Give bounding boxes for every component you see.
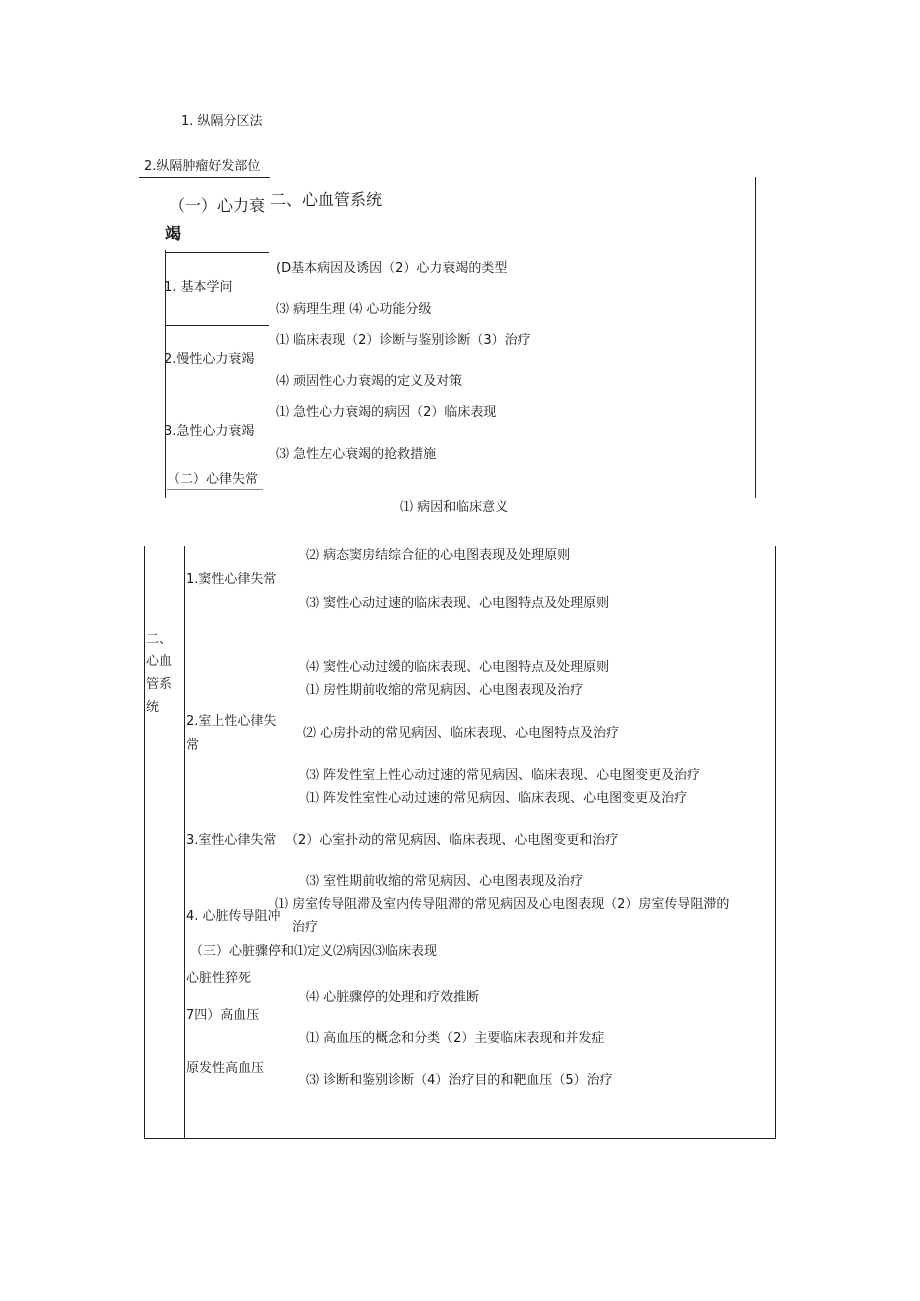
row-line: ⑶ 急性左心衰竭的抢救措施 <box>276 447 437 462</box>
item-label-supraventricular-cont: 常 <box>186 738 200 753</box>
row-label-acute: 3.急性心力衰竭 <box>164 424 255 439</box>
item-label-essential-hypertension: 原发性高血压 <box>186 1061 265 1076</box>
item-line: ⑶ 阵发性室上性心动过速的常见病因、临床表现、心电图变更及治疗 <box>306 768 701 783</box>
section2-bottom-border <box>144 1138 776 1139</box>
section1-row-divider-1 <box>165 252 269 253</box>
item-label-cardiac-arrest: （三）心脏骤停和⑴定义⑵病因⑶临床表现 <box>190 944 438 959</box>
header-item-2: 2.纵隔肿瘤好发部位 <box>144 159 261 174</box>
item-line: ⑴ 高血压的概念和分类（2）主要临床表现和并发症 <box>306 1031 605 1046</box>
item-label-hypertension: 7四）高血压 <box>186 1008 260 1023</box>
subheading-heart-failure: （一）心力衰 <box>169 196 266 215</box>
section1-top-rule <box>139 177 270 178</box>
row-line: (D基本病因及诱因（2）心力衰竭的类型 <box>276 261 508 276</box>
side-label: 二、 <box>146 632 173 647</box>
item-label-sinus: 1.窦性心律失常 <box>186 572 277 587</box>
item-line: ⑶ 诊断和鉴别诊断（4）治疗目的和靶血压（5）治疗 <box>306 1073 613 1088</box>
section-title: 二、心血管系统 <box>270 190 383 209</box>
row-line: ⑶ 病理生理 ⑷ 心功能分级 <box>276 302 432 317</box>
side-label: 统 <box>146 700 160 715</box>
item-label-ventricular: 3.室性心律失常 <box>186 833 277 848</box>
subheading-heart-failure-cont: 竭 <box>165 224 182 243</box>
item-line: ⑴ 阵发性室性心动过速的常见病因、临床表现、心电图变更及治疗 <box>306 791 688 806</box>
item-label-sudden-death: 心脏性猝死 <box>186 971 252 986</box>
item-line: ⑴ 房室传导阻滞及室内传导阻滞的常见病因及心电图表现（2）房室传导阻滞的 <box>275 897 730 912</box>
section2-inner-border <box>184 546 185 1139</box>
side-label: 管系 <box>146 677 173 692</box>
row-line: ⑷ 顽固性心力衰竭的定义及对策 <box>276 374 463 389</box>
item-line: ⑷ 心脏骤停的处理和疗效推断 <box>306 990 480 1005</box>
item-label-conduction: 4. 心脏传导阻冲 <box>186 909 281 924</box>
row-label-chronic: 2.慢性心力衰竭 <box>164 352 255 367</box>
row-line: ⑴ 临床表现（2）诊断与鉴别诊断（3）治疗 <box>276 333 531 348</box>
row-label-arrhythmia: （二）心律失常 <box>167 472 259 487</box>
between-line: ⑴ 病因和临床意义 <box>400 500 509 515</box>
item-line: ⑶ 室性期前收缩的常见病因、心电图表现及治疗 <box>306 874 584 889</box>
section2-left-border <box>144 546 145 1139</box>
section1-row-divider-2 <box>165 325 269 326</box>
item-line: 治疗 <box>292 920 319 935</box>
row-label-basic: 1. 基本学问 <box>164 280 233 295</box>
header-item-1: 1. 纵隔分区法 <box>181 114 263 129</box>
item-line: ⑵ 心房扑动的常见病因、临床表现、心电图特点及治疗 <box>303 726 620 741</box>
item-label-supraventricular: 2.室上性心律失 <box>186 714 277 729</box>
side-label: 心血 <box>146 654 173 669</box>
item-line: ⑷ 窦性心动过缓的临床表现、心电图特点及处理原则 <box>306 660 610 675</box>
item-line: ⑶ 窦性心动过速的临床表现、心电图特点及处理原则 <box>306 596 610 611</box>
item-line: ⑵ 病态窦房结综合征的心电图表现及处理原则 <box>306 548 571 563</box>
item-line: ⑴ 房性期前收缩的常见病因、心电图表现及治疗 <box>306 683 584 698</box>
section1-right-border <box>755 177 756 498</box>
item-inline-line: （2）心室扑动的常见病因、临床表现、心电图变更和治疗 <box>285 833 619 848</box>
section2-right-border <box>775 546 776 1139</box>
row-line: ⑴ 急性心力衰竭的病因（2）临床表现 <box>276 405 497 420</box>
arrhythmia-underline <box>167 489 263 490</box>
